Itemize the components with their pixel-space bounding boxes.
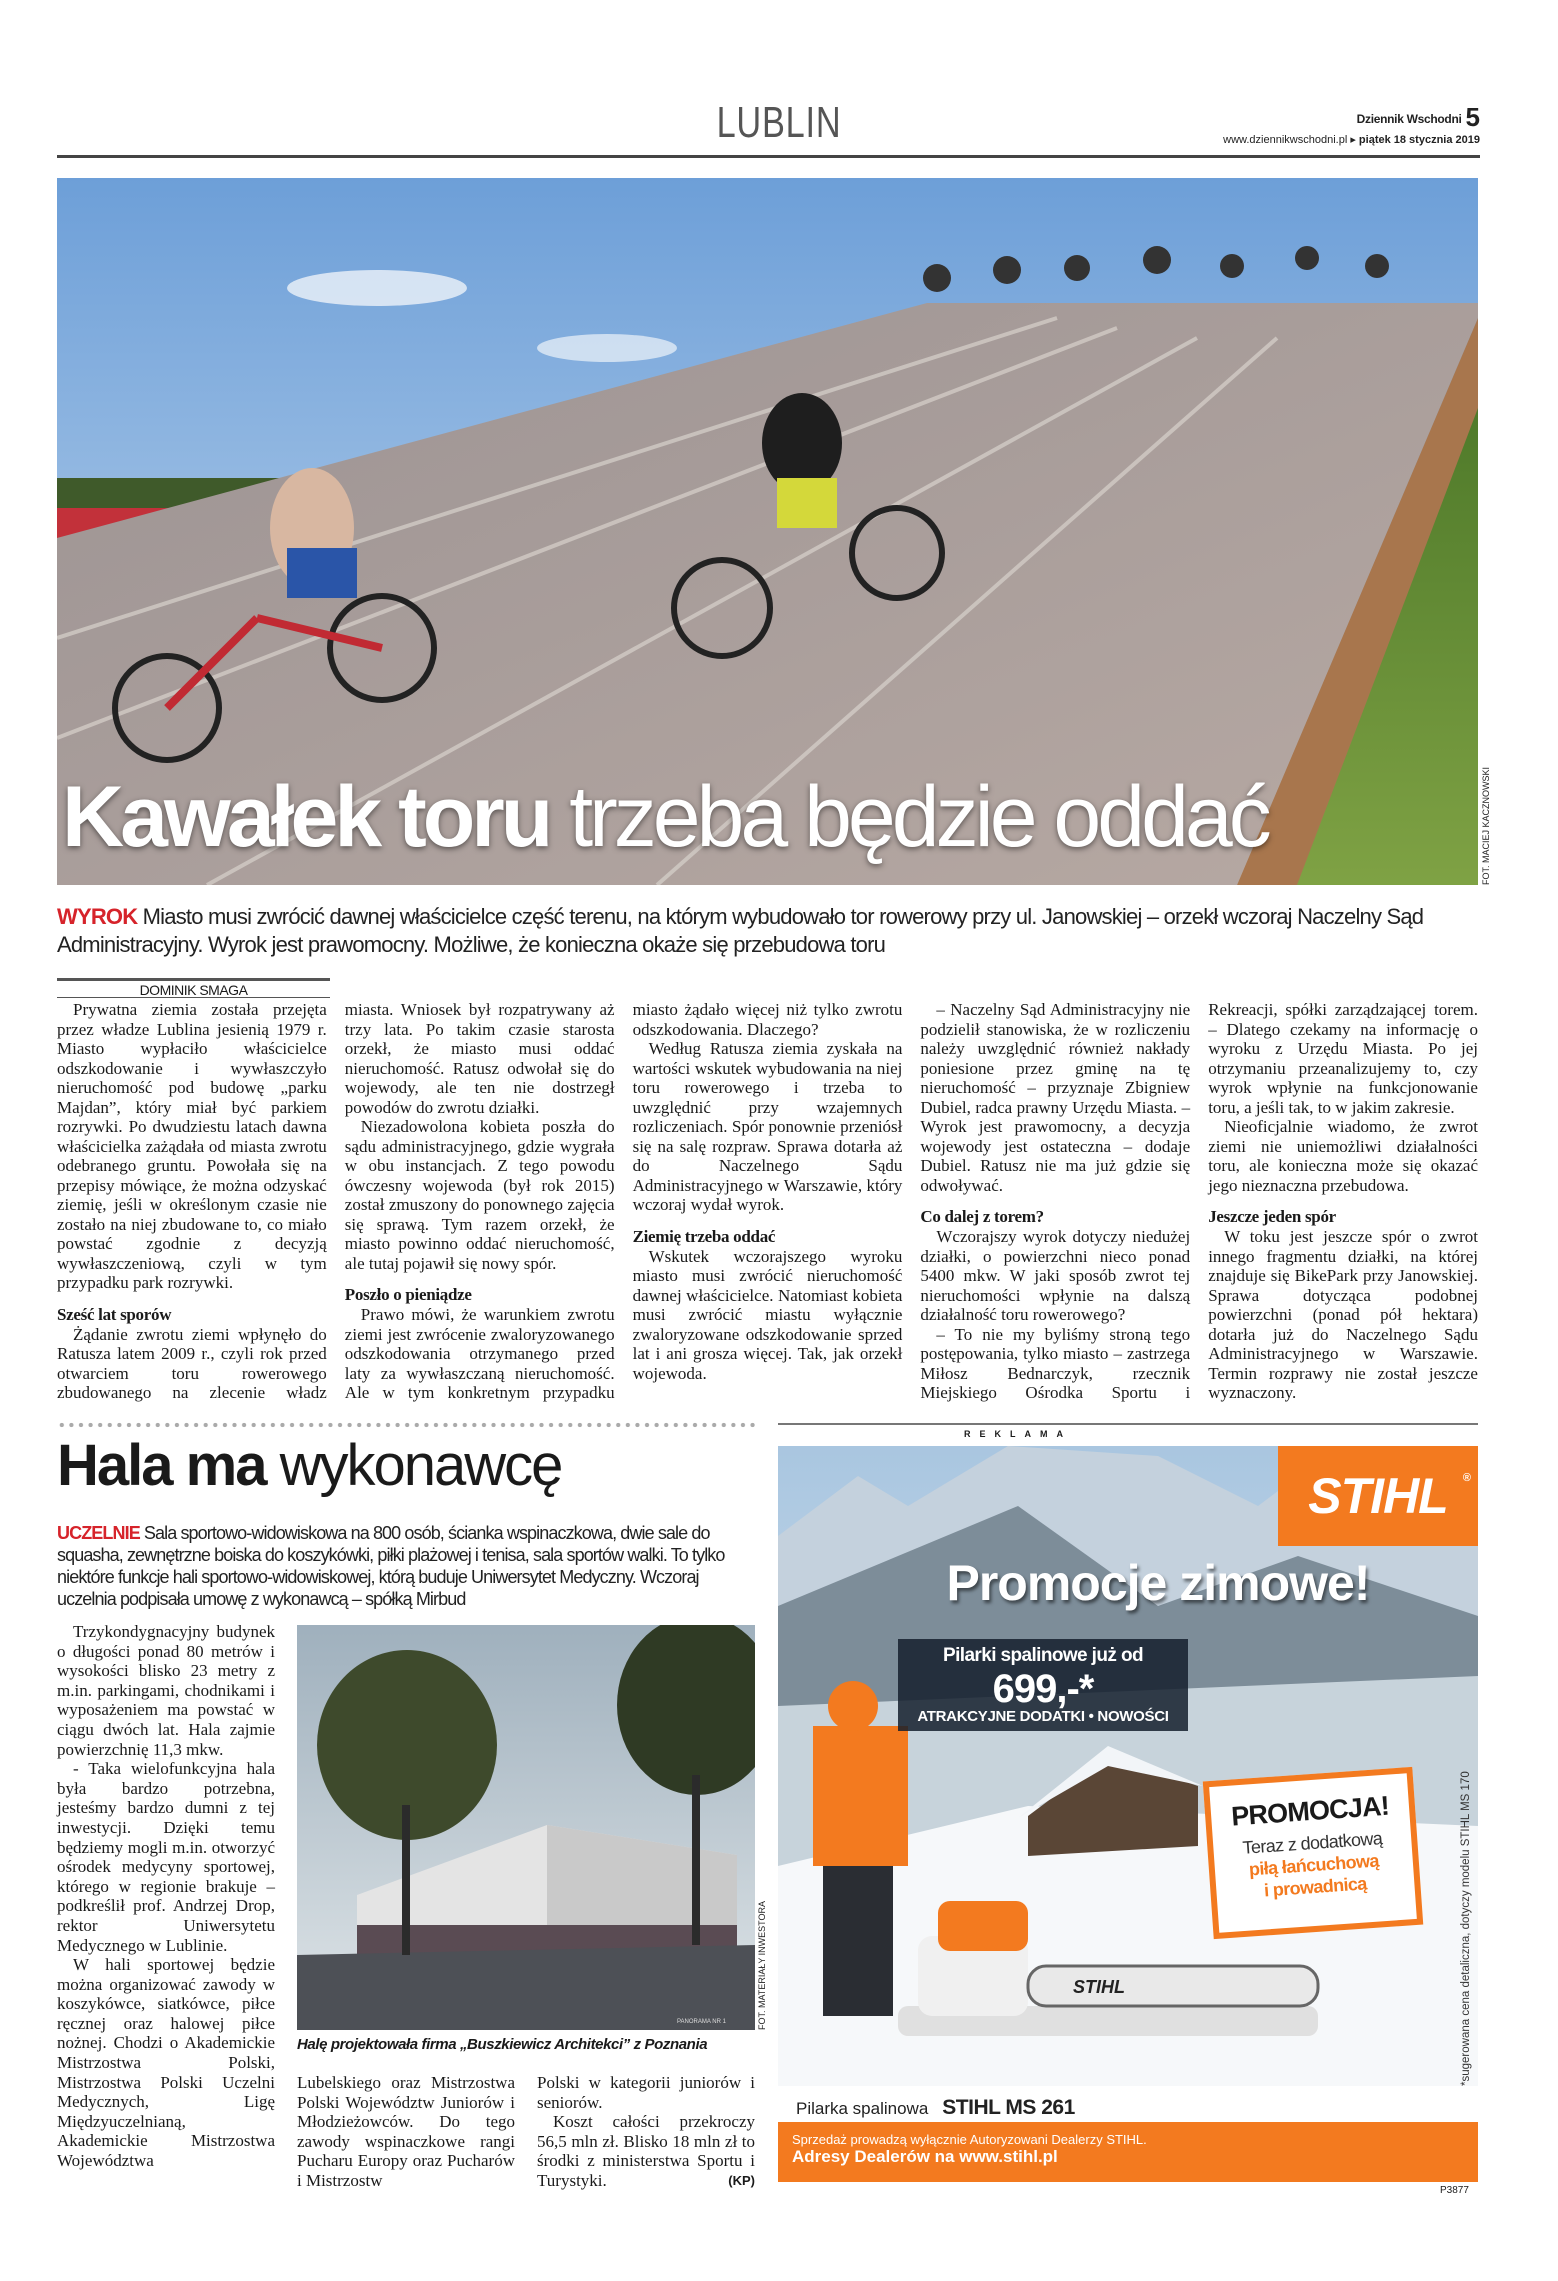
- dealer-url[interactable]: Adresy Dealerów na www.stihl.pl: [792, 2147, 1058, 2166]
- lead-kicker: WYROK: [57, 904, 138, 929]
- paragraph: Wczorajszy wyrok dotyczy niedużej działki, o powierzchni nieco ponad 5400 mkw. W jaki sposób zwrot tej nieruchomości wpłynie na dalszą działalność toru rowerowego?: [920, 1227, 1191, 1324]
- stihl-advertisement[interactable]: [778, 1446, 1478, 2196]
- photo-caption: Halę projektowała firma „Buszkiewicz Architekci” z Poznania: [297, 2036, 708, 2053]
- second-headline-bold: Hala ma: [57, 1433, 266, 1498]
- promo-highlight-1: piłą łańcuchową: [1248, 1850, 1380, 1880]
- second-photo-credit: FOT. MATERIAŁY INWESTORA: [757, 1900, 767, 2030]
- byline: DOMINIK SMAGA: [57, 978, 330, 998]
- price: 699,-*: [992, 1667, 1094, 1711]
- ad-title: Promocje zimowe!: [946, 1555, 1370, 1611]
- headline-light: trzeba będzie oddać: [569, 769, 1268, 865]
- main-headline: [62, 768, 1268, 867]
- dotted-separator: [57, 1422, 757, 1428]
- registered-mark: ®: [1462, 1472, 1470, 1484]
- second-article-column-3: [537, 2073, 755, 2191]
- subheading: Jeszcze jeden spór: [1208, 1207, 1336, 1226]
- model-label: Pilarka spalinowa: [796, 2099, 929, 2118]
- dealer-band: [778, 2122, 1478, 2182]
- price-box: [898, 1639, 1188, 1731]
- paper-name: Dziennik Wschodni: [1356, 112, 1462, 126]
- paragraph: Prywatna ziemia została przejęta przez władze Lublina jesienią 1979 r. Miasto wypłaciło właścicielce odszkodowanie i wywłaszczyło nieruchomość pod budowę „parku Majdan”, który miał być parkiem rozrywki. Po dwudziestu latach dawna właścicielka zażądała od miasta zwrotu odebranego gruntu. Powołała się na przepisy mówiące, że można odzyskać ziemię, jeśli w określonym czasie nie zostało na niej zbudowane to, co miało powstać zgodnie z decyzją wywłaszczeniową, czyli w tym przypadku park rozrywki.: [57, 1000, 327, 1292]
- paragraph: Według Ratusza ziemia zyskała na wartości wskutek wybudowania na niej toru rowerowego i trzeba to uwzględnić przy wzajemnych rozliczeniach. Spór ponownie przeniósł się na salę rozpraw. Sprawa dotarła aż do Naczelnego Sądu Administracyjnego w Warszawie, który wczoraj wydał wyrok.: [632, 1039, 903, 1214]
- hall-illustration: [297, 1625, 755, 2030]
- second-headline: [57, 1432, 561, 1499]
- extras: ATRAKCYJNE DODATKI • NOWOŚCI: [917, 1708, 1169, 1725]
- article-lead: [57, 903, 1477, 959]
- ad-code: P3877: [1440, 2185, 1469, 2196]
- paragraph: – Naczelny Sąd Administracyjny nie podzielił stanowiska, że w rozliczeniu należy uwzględnić również nakłady poniesione przez gminę na tę nieruchomość – przyznaje Zbigniew Dubiel, radca prawny Urzędu Miasta. – Wyrok jest prawomocny, a decyzja wojewody jest ostateczna – dodaje Dubiel. Ratusz nie ma już gdzie się odwoływać.: [920, 1000, 1191, 1195]
- second-article-column-1: [57, 1622, 275, 2171]
- header-rule: [57, 155, 1480, 158]
- product-model: [796, 2096, 1075, 2120]
- paragraph: - Taka wielofunkcyjna hala była bardzo potrzebna, jesteśmy bardzo dumni z tej inwestycji. Dzięki temu będziemy mogli m.in. otworzyć ośrodek medycyny sportowej, którego w regionie brakuje – podkreślił prof. Andrzej Drop, rektor Uniwersytetu Medycznego w Lublinie.: [57, 1759, 275, 1955]
- paragraph: Nieoficjalnie wiadomo, że zwrot ziemi nie uniemożliwi działalności toru, ale konieczna może się okazać jego nieznaczna przebudowa.: [1208, 1117, 1478, 1195]
- paragraph: Żądanie zwrotu ziemi wpłynęło do Ratusza latem 2009 r., czyli rok przed otwarciem toru rowerowego zbudowanego na zlecenie władz miasta. Wniosek był rozpatrywany aż trzy lata. Po takim czasie starosta orzekł, że miasto musi oddać nieruchomość. Ratusz odwołał się do wojewody, ale ten nie dostrzegł powodów do zwrotu działki.: [57, 1000, 615, 1402]
- second-lead-kicker: UCZELNIE: [57, 1523, 140, 1543]
- lead-text: Miasto musi zwrócić dawnej właścicielce część terenu, na którym wybudowało tor rowerowy przy ul. Janowskiej – orzekł wczoraj Naczelny Sąd Administracyjny. Wyrok jest prawomocny. Możliwe, że konieczna okaże się przebudowa toru: [57, 904, 1424, 957]
- dealer-line: Sprzedaż prowadzą wyłącznie Autoryzowani Dealerzy STIHL.: [792, 2132, 1147, 2147]
- paragraph: Wskutek wczorajszego wyroku miasto musi zwrócić nieruchomość dawnej właścicielce. Natomiast kobieta musi zwrócić miastu wyłącznie zwaloryzowane odszkodowanie sprzed lat i ani grosza więcej. Tak, jak orzekł wojewoda.: [632, 1246, 903, 1383]
- brand-name: STIHL: [1308, 1468, 1448, 1524]
- model-name: STIHL MS 261: [942, 2096, 1075, 2119]
- promo-title: PROMOCJA!: [1230, 1790, 1390, 1832]
- second-lead: [57, 1522, 757, 1610]
- second-lead-text: Sala sportowo-widowiskowa na 800 osób, ścianka wspinaczkowa, dwie sale do squasha, zewnętrzne boiska do koszykówki, piłki plażowej i tenisa, sala sportów walki. To tylko niektóre funkcje hali sportowo-widowiskowej, którą buduje Uniwersytet Medyczny. Wczoraj uczelnia podpisała umowę z wykonawcą – spółką Mirbud: [57, 1523, 725, 1609]
- subheading: Sześć lat sporów: [57, 1304, 172, 1324]
- price-footnote: *sugerowana cena detaliczna, dotyczy modelu STIHL MS 170: [1460, 1771, 1472, 2086]
- paragraph: – To nie my byliśmy stroną tego postępowania, tylko miasto – zastrzega Miłosz Bednarczyk, rzecznik Miejskiego Ośrodka Sportu i Rekreacji, spółki zarządzającej torem. – Dlatego czekamy na informację o wyroku z Urzędu Miasta. Po jej otrzymaniu przeanalizujemy to, czy wyrok wpłynie na funkcjonowanie toru, a jeśli tak, to w jakim zakresie.: [920, 1000, 1478, 1402]
- promo-callout: [1203, 1767, 1424, 1939]
- paragraph: Niezadowolona kobieta poszła do sądu administracyjnego, gdzie wygrała w obu instancjach. Z tego powodu ówczesny wojewoda (był rok 2015) został zmuszony do ponownego zajęcia się sprawą. Tym razem orzekł, że miasto powinno oddać nieruchomość, ale tutaj pojawił się nowy spór.: [344, 1117, 615, 1273]
- promo-highlight-2: i prowadnicą: [1263, 1873, 1368, 1901]
- issue-date: piątek 18 stycznia 2019: [1358, 134, 1480, 146]
- paragraph: Trzykondygnacyjny budynek o długości ponad 80 metrów i wysokości blisko 23 metry z m.in. parkingami, chodnikami i wyposażeniem ma powstać w ciągu dwóch lat. Hala zajmie powierzchnię 11,3 mkw.: [57, 1622, 275, 1759]
- promo-text: Teraz z dodatkową: [1241, 1828, 1383, 1858]
- paragraph: W hali sportowej będzie można organizować zawody w koszykówce, siatkówce, piłce ręcznej oraz halowej piłce nożnej. Chodzi o Akademickie Mistrzostwa Polski, Mistrzostwa Polski Uczelni Medycznych, Ligę Międzyuczelnianą, Akademickie Mistrzostwa Województwa: [57, 1955, 275, 2171]
- subheading: Co dalej z torem?: [920, 1207, 1044, 1226]
- second-headline-light: wykonawcę: [279, 1433, 562, 1498]
- author-signature: (KP): [728, 2172, 755, 2188]
- subheading: Ziemię trzeba oddać: [632, 1226, 776, 1246]
- paragraph: W toku jest jeszcze spór o zwrot innego fragmentu działki, na której znajduje się BikePark przy Janowskiej. Sprawa dotycząca podobnej powierzchni (ponad pół hektara) dotarła już do Naczelnego Sądu Administracyjnego w Warszawie. Termin rozprawy nie został jeszcze wyznaczony.: [1208, 1227, 1478, 1402]
- stihl-logo: [1278, 1446, 1478, 1546]
- article-body: [57, 1000, 1478, 1412]
- saw-bar-label: STIHL: [1073, 1977, 1125, 1997]
- headline-bold: Kawałek toru: [62, 769, 550, 865]
- photo-label: PANORAMA NR 1: [677, 2019, 726, 2025]
- paragraph: Prawo mówi, że warunkiem zwrotu ziemi jest zwrócenie zwaloryzowanego odszkodowania otrzymanego przed laty za wywłaszczaną nieruchomość. Ale w tym konkretnym przypadku miasto żądało więcej niż tylko zwrotu odszkodowania. Dlaczego?: [344, 1000, 903, 1402]
- price-line: Pilarki spalinowe już od: [943, 1645, 1143, 1666]
- paragraph: Koszt całości przekroczy 56,5 mln zł. Blisko 18 mln zł to środki z ministerstwa Sportu i Turystyki. (KP): [537, 2112, 755, 2190]
- sports-hall-rendering: [297, 1625, 755, 2030]
- masthead: Dziennik Wschodni 5 www.dziennikwschodni.pl ▸ piątek 18 stycznia 2019: [1223, 102, 1480, 146]
- page-number: 5: [1465, 102, 1480, 132]
- photo-credit: FOT. MACIEJ KACZNOWSKI: [1481, 766, 1491, 885]
- subheading: Poszło o pieniądze: [344, 1285, 472, 1304]
- ad-label: REKLAMA: [964, 1429, 1072, 1439]
- paper-url[interactable]: www.dziennikwschodni.pl: [1223, 134, 1348, 146]
- section-title: LUBLIN: [716, 98, 842, 147]
- paragraph: Lubelskiego oraz Mistrzostwa Polski Województw Juniorów i Młodzieżowców. Do tego zawody wspinaczkowe rangi Pucharu Europy oraz Pucharów i Mistrzostw: [297, 2073, 515, 2190]
- second-article-column-2: [297, 2073, 515, 2191]
- ad-rule: [778, 1423, 1478, 1425]
- paragraph: Polski w kategorii juniorów i seniorów.: [537, 2073, 755, 2112]
